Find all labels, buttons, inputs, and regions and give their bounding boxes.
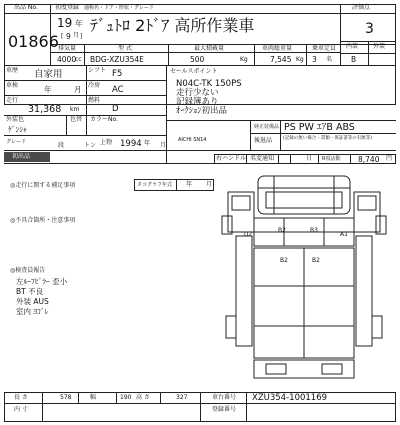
ac2-label: 上物 bbox=[100, 139, 113, 146]
ac-value: AC bbox=[112, 85, 124, 95]
shift-value: F5 bbox=[112, 69, 123, 79]
overall-grade: 3 bbox=[365, 21, 374, 37]
grade2-label: グレード bbox=[6, 139, 27, 145]
payload-value: 500 bbox=[190, 55, 205, 64]
equipment-value: PS PW ｴｱB ABS bbox=[284, 122, 355, 133]
width-label: 幅 bbox=[90, 394, 97, 401]
aichi-label: AICHI SN14 bbox=[178, 137, 207, 143]
diagram-mark: B2 bbox=[312, 257, 320, 264]
height-value: 327 bbox=[176, 394, 188, 401]
reg-number-label: 登録番号 bbox=[212, 406, 237, 413]
reg-year-unit: 年 bbox=[75, 19, 83, 28]
selling-point-line: ｵｰｸｼｮﾝ初出品 bbox=[176, 106, 228, 116]
odo-value: 8,740 bbox=[358, 155, 380, 164]
date-label: 日 bbox=[306, 155, 313, 162]
length-label: 長 さ bbox=[14, 394, 28, 401]
vehicle-name: ﾃﾞｭﾄﾛ 2ﾄﾞｱ 高所作業車 bbox=[90, 16, 255, 35]
gvw-label: 車両総重量 bbox=[262, 45, 293, 52]
reg-year: 19 bbox=[57, 16, 73, 30]
mileage-label: 走行 bbox=[6, 97, 19, 104]
exterior-label: 外装 bbox=[373, 43, 386, 50]
payload-unit: Kg bbox=[240, 56, 248, 63]
capacity-unit: 名 bbox=[326, 56, 333, 63]
chassis-number: XZU354-1001169 bbox=[252, 393, 328, 403]
gvw-value: 7,545 bbox=[270, 55, 292, 64]
model-label: 型 式 bbox=[118, 45, 132, 52]
inspection-label: 車検 bbox=[6, 82, 19, 89]
fuel-value: D bbox=[112, 104, 119, 114]
selling-point-line: N04C-TK 150PS bbox=[176, 79, 242, 89]
tonnage-unit: トン bbox=[84, 142, 97, 149]
inner-dim-label: 内 寸 bbox=[14, 406, 28, 413]
equipment-label: 純正装備品 bbox=[254, 124, 280, 130]
height-label: 高 さ bbox=[136, 394, 150, 401]
mileage-unit: km bbox=[70, 106, 80, 113]
first-reg-label: 初度登録 bbox=[55, 4, 80, 11]
gvw-unit: Kg bbox=[296, 56, 304, 63]
inspector-line: 左ﾙｰﾌﾋﾟﾗｰ 歪小 bbox=[16, 277, 68, 286]
diagram-mark: B2 bbox=[278, 227, 286, 234]
notes-label: 後退品 bbox=[254, 137, 273, 144]
right-handle-label: 右ハンドル bbox=[216, 155, 247, 162]
inspector-line: BT 不良 bbox=[16, 287, 44, 296]
displacement-value: 4000 bbox=[57, 55, 77, 64]
name-change-label: 名変通知 bbox=[250, 155, 275, 162]
shift-label: シフト bbox=[88, 67, 107, 74]
chassis-label: 車台番号 bbox=[212, 394, 237, 401]
displacement-unit: cc bbox=[75, 56, 82, 63]
reg-month-unit: 月 bbox=[73, 32, 80, 39]
fuel-label: 燃料 bbox=[88, 97, 101, 104]
ac-label: 冷房 bbox=[88, 82, 101, 89]
defect-notes-label: ◎不具合箇所・注意事項 bbox=[10, 217, 76, 224]
ac2-month-unit: 月 bbox=[160, 142, 167, 149]
type-value: 自家用 bbox=[34, 69, 63, 80]
diagram-mark: U2 bbox=[244, 231, 253, 238]
width-value: 190 bbox=[120, 394, 132, 401]
lot-label: 出品 No. bbox=[14, 4, 38, 11]
diagram-mark: B2 bbox=[280, 257, 288, 264]
truck-damage-diagram bbox=[214, 166, 396, 386]
ext-color-value: ｹﾞﾝｼｬ bbox=[8, 125, 27, 134]
steps-unit: 段 bbox=[58, 142, 65, 149]
odo-unit: 円 bbox=[386, 155, 393, 162]
color-change-label: 色替 bbox=[70, 116, 83, 123]
tacho-month-unit: 月 bbox=[206, 181, 213, 188]
ac2-value: 1994 bbox=[120, 139, 142, 149]
tacho-year-unit: 年 bbox=[186, 181, 193, 188]
interior-grade: B bbox=[351, 55, 357, 64]
payload-label: 最大積載量 bbox=[194, 45, 225, 52]
inspection-year-unit: 年 bbox=[44, 85, 52, 94]
ac2-year-unit: 年 bbox=[144, 140, 151, 147]
notes-hint: (記録の無い場合・書類・保証書等の有無等) bbox=[283, 136, 373, 141]
inspector-line: 室内 ﾖｺﾞﾚ bbox=[16, 307, 49, 316]
capacity-label: 乗車定員 bbox=[312, 45, 337, 52]
selling-point-line: 記録簿あり bbox=[176, 97, 219, 107]
ext-color-label: 外装色 bbox=[6, 116, 25, 123]
tacho-label: タコグラフ年式 bbox=[137, 182, 173, 188]
grade-label: 評価点 bbox=[352, 4, 371, 11]
lot-number: 01866 bbox=[8, 32, 59, 51]
capacity-value: 3 bbox=[312, 55, 317, 64]
inspection-month-unit: 月 bbox=[74, 85, 82, 94]
inspector-report-label: ◎検査員報告 bbox=[10, 267, 46, 274]
inspector-line: 外装 AUS bbox=[16, 297, 49, 306]
model-name-label: 通称名・ドア・形状・グレード bbox=[84, 5, 154, 11]
length-value: 578 bbox=[60, 394, 72, 401]
displacement-label: 排気量 bbox=[58, 45, 77, 52]
model-value: BDG-XZU354E bbox=[90, 55, 144, 64]
first-listing-badge: 初出品 bbox=[4, 152, 50, 162]
color-number-label: カラーNo. bbox=[90, 116, 118, 123]
type-label: 車歴 bbox=[6, 67, 19, 74]
diagram-mark: B3 bbox=[310, 227, 318, 234]
selling-points-label: セールスポイント bbox=[170, 68, 218, 75]
mileage-value: 31,368 bbox=[28, 104, 62, 115]
driving-notes-label: ◎走行に関する補足事項 bbox=[10, 182, 76, 189]
interior-label: 内装 bbox=[346, 43, 359, 50]
selling-point-line: 走行少ない bbox=[176, 88, 219, 98]
reg-month: 9 bbox=[66, 32, 71, 41]
diagram-mark: A1 bbox=[340, 231, 348, 238]
odo-label: R項活動 bbox=[322, 156, 341, 162]
